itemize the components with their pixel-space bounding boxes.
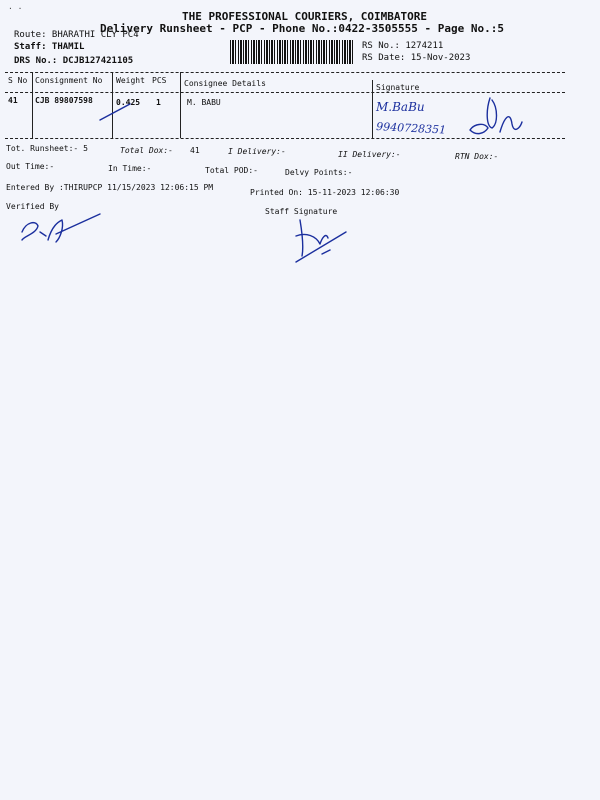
rs-number: RS No.: 1274211 [362, 41, 444, 51]
drs-number: DRS No.: DCJB127421105 [14, 56, 134, 66]
total-pod: Total POD:- [205, 166, 258, 175]
tick-mark [100, 104, 130, 120]
col-header-consignee: Consignee Details [184, 79, 266, 88]
col-header-signature: Signature [376, 83, 420, 92]
printed-on: Printed On: 15-11-2023 12:06:30 [250, 188, 400, 197]
ii-delivery: II Delivery:- [338, 150, 401, 159]
i-delivery: I Delivery:- [228, 147, 286, 156]
row-pcs: 1 [156, 98, 161, 107]
handwritten-name: M.BaBu [376, 100, 425, 114]
entered-by: Entered By :THIRUPCP 11/15/2023 12:06:15 PM [6, 183, 214, 192]
in-time: In Time:- [108, 164, 152, 173]
col-header-weight: Weight [116, 76, 145, 85]
total-dox-value: 41 [190, 146, 200, 155]
staff-signature-label: Staff Signature [265, 207, 338, 216]
staff-signature-mark [296, 220, 346, 262]
corner-mark: · · [8, 4, 23, 13]
route-label: Route: BHARATHI CLY PC4 [14, 30, 139, 40]
verified-by-label: Verified By [6, 202, 59, 211]
out-time: Out Time:- [6, 162, 55, 171]
page-title: Delivery Runsheet - PCP - Phone No.:0422-3505555 - Page No.:5 [100, 22, 504, 35]
row-consignment: CJB 89807598 [35, 96, 93, 105]
col-header-consignment: Consignment No [35, 76, 103, 85]
col-header-pcs: PCS [152, 76, 167, 85]
row-sno: 41 [8, 96, 18, 105]
rtn-dox: RTN Dox:- [455, 152, 499, 161]
total-dox-label: Total Dox:- [120, 146, 173, 155]
company-name: THE PROFESSIONAL COURIERS, COIMBATORE [182, 10, 428, 23]
handwritten-phone: 9940728351 [375, 120, 447, 137]
tot-runsheet: Tot. Runsheet:- 5 [6, 144, 88, 153]
recipient-signature [470, 98, 522, 134]
row-consignee: M. BABU [187, 98, 221, 107]
verifier-signature [22, 214, 100, 242]
rs-date: RS Date: 15-Nov-2023 [362, 53, 471, 63]
col-header-sno: S No [8, 76, 28, 85]
row-weight: 0.425 [116, 98, 141, 107]
staff-label: Staff: THAMIL [14, 42, 85, 52]
delvy-points: Delvy Points:- [285, 168, 353, 177]
